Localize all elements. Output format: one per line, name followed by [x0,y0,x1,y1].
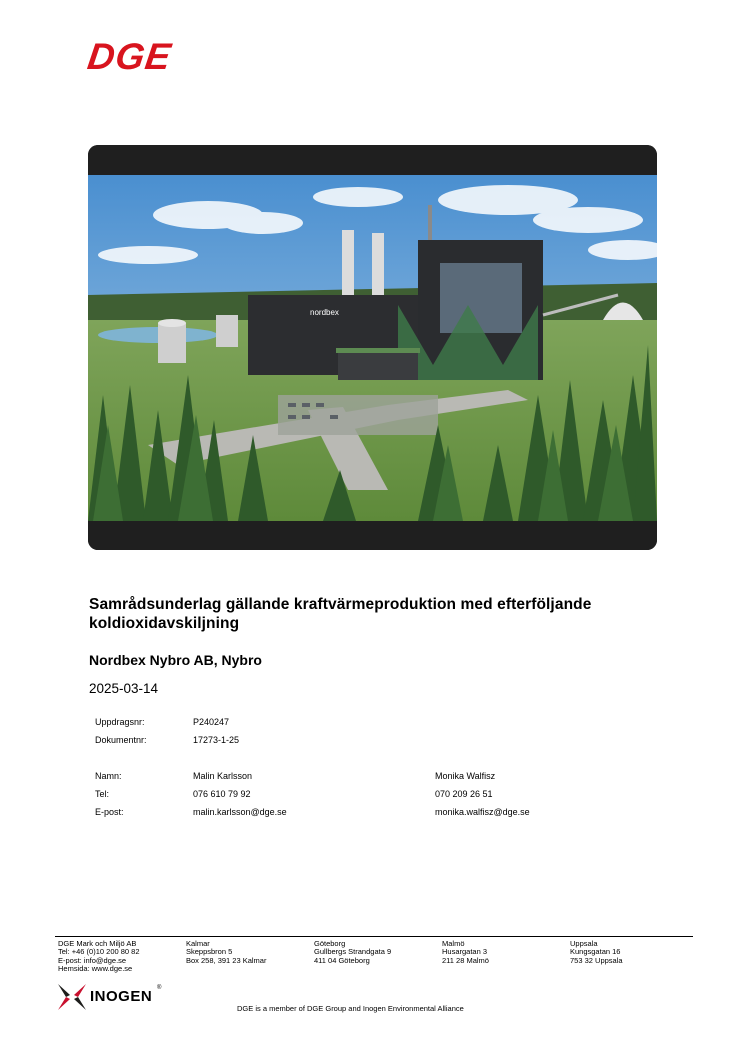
name-label: Namn: [95,771,122,781]
email-label: E-post: [95,807,124,817]
assignment-label: Uppdragsnr: [95,717,145,727]
footer-column-company [58,940,140,973]
cover-image [88,145,657,550]
registered-mark: ® [157,985,162,991]
footer-line: Kungsgatan 16 [570,947,621,957]
footer-column-kalmar [186,940,266,965]
contact-tel: 070 209 26 51 [435,789,493,799]
footer-line: DGE Mark och Miljö AB [58,939,137,948]
document-number-value: 17273-1-25 [193,735,240,745]
footer-line: Skeppsbron 5 [186,947,233,957]
inogen-logo-icon [56,982,88,1012]
building-sign: nordbex [310,308,339,317]
footer-line: Tel: +46 (0)10 200 80 82 [58,947,140,957]
footer-column-malmo [442,940,489,965]
footer-line: 753 32 Uppsala [570,955,623,965]
contact-tel: 076 610 79 92 [193,789,251,799]
contact-name: Monika Walfisz [435,771,496,781]
membership-note: DGE is a member of DGE Group and Inogen Environmental Alliance [237,1004,464,1013]
contact-email[interactable]: monika.walfisz@dge.se [435,807,530,817]
document-subtitle: Nordbex Nybro AB, Nybro [89,652,262,668]
inogen-logo-text: INOGEN [90,988,153,1005]
document-number-label: Dokumentnr: [95,735,147,745]
dge-logo: DGE [85,36,175,77]
footer-line: 411 04 Göteborg [314,955,370,965]
footer-line: Göteborg [314,939,346,948]
footer-line[interactable]: E-post: info@dge.se [58,955,127,965]
footer-line: Gullbergs Strandgata 9 [314,947,392,957]
footer-column-goteborg [314,940,391,965]
assignment-value: P240247 [193,717,230,727]
contact-email[interactable]: malin.karlsson@dge.se [193,807,287,817]
contact-name: Malin Karlsson [193,771,253,781]
footer-line: 211 28 Malmö [442,955,489,965]
footer-line: Malmö [442,939,465,948]
footer-divider [55,936,693,937]
footer-line: Husargatan 3 [442,947,488,957]
footer-line: Box 258, 391 23 Kalmar [186,955,267,965]
footer-line: Uppsala [570,939,598,948]
document-title: Samrådsunderlag gällande kraftvärmeproduktion med efterföljande koldioxidavskiljning [89,596,592,632]
footer-line[interactable]: Hemsida: www.dge.se [58,963,133,973]
tel-label: Tel: [95,789,110,799]
footer-line: Kalmar [186,939,210,948]
document-date: 2025-03-14 [89,681,159,696]
footer-column-uppsala [570,940,623,965]
